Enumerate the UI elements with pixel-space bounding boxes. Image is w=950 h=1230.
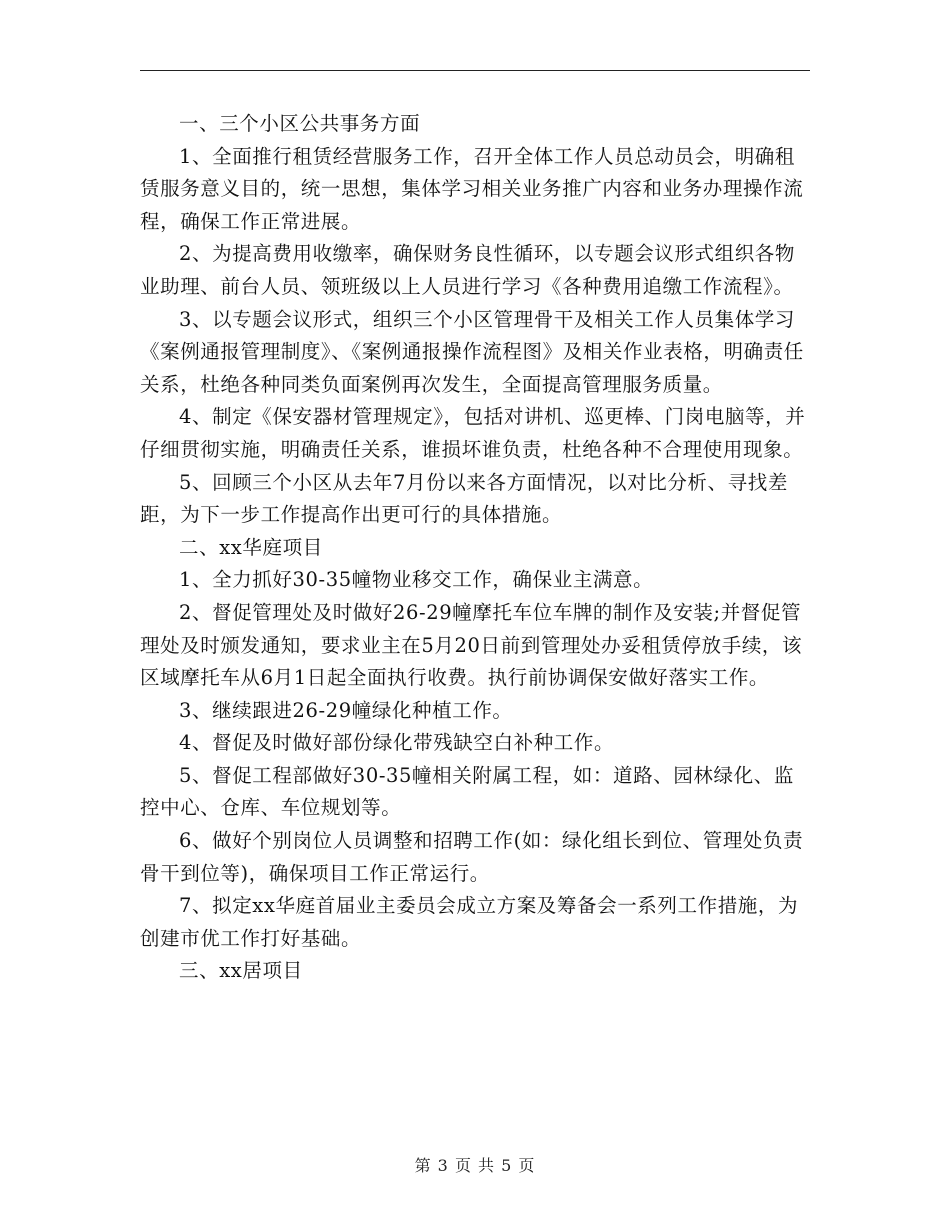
paragraph-1-4: 4、制定《保安器材管理规定》，包括对讲机、巡更棒、门岗电脑等，并仔细贯彻实施，明确责任关系，谁损坏谁负责，杜绝各种不合理使用现象。 — [140, 405, 806, 461]
paragraph-2-6: 6、做好个别岗位人员调整和招聘工作(如：绿化组长到位、管理处负责骨干到位等)，确保项目工作正常运行。 — [140, 829, 804, 885]
paragraph-2-1: 1、全力抓好30-35幢物业移交工作，确保业主满意。 — [179, 568, 654, 592]
paragraph-2-7: 7、拟定xx华庭首届业主委员会成立方案及筹备会一系列工作措施，为创建市优工作打好基础。 — [140, 894, 799, 950]
paragraph-2-5: 5、督促工程部做好30-35幢相关附属工程，如：道路、园林绿化、监控中心、仓库、车位规划等。 — [140, 763, 794, 820]
paragraph-1-3: 3、以专题会议形式，组织三个小区管理骨干及相关工作人员集体学习《案例通报管理制度》、《案例通报操作流程图》及相关作业表格，明确责任关系，杜绝各种同类负面案例再次发生，全面提高管理服务质量。 — [140, 307, 804, 396]
paragraph-1-1: 1、全面推行租赁经营服务工作，召开全体工作人员总动员会，明确租赁服务意义目的，统一思想，集体学习相关业务推广内容和业务办理操作流程，确保工作正常进展。 — [140, 144, 804, 233]
section-heading-2: 二、xx华庭项目 — [179, 535, 323, 559]
paragraph-2-2: 2、督促管理处及时做好26-29幢摩托车位车牌的制作及安装;并督促管理处及时颁发通知，要求业主在5月20日前到管理处办妥租赁停放手续，该区域摩托车从6月1日起全面执行收费。执行前协调保安做好落实工作。 — [140, 600, 803, 690]
page-number-footer: 第 3 页 共 5 页 — [414, 1156, 536, 1175]
section-heading-1: 一、三个小区公共事务方面 — [179, 112, 421, 135]
paragraph-2-4: 4、督促及时做好部份绿化带残缺空白补种工作。 — [179, 731, 615, 755]
paragraph-2-3: 3、继续跟进26-29幢绿化种植工作。 — [179, 698, 513, 722]
paragraph-1-5: 5、回顾三个小区从去年7月份以来各方面情况，以对比分析、寻找差距，为下一步工作提高作出更可行的具体措施。 — [140, 470, 788, 527]
document-body — [140, 108, 812, 988]
header-rule — [140, 70, 810, 71]
section-heading-3: 三、xx居项目 — [179, 959, 303, 983]
paragraph-1-2: 2、为提高费用收缴率，确保财务良性循环，以专题会议形式组织各物业助理、前台人员、领班级以上人员进行学习《各种费用追缴工作流程》。 — [140, 242, 796, 298]
